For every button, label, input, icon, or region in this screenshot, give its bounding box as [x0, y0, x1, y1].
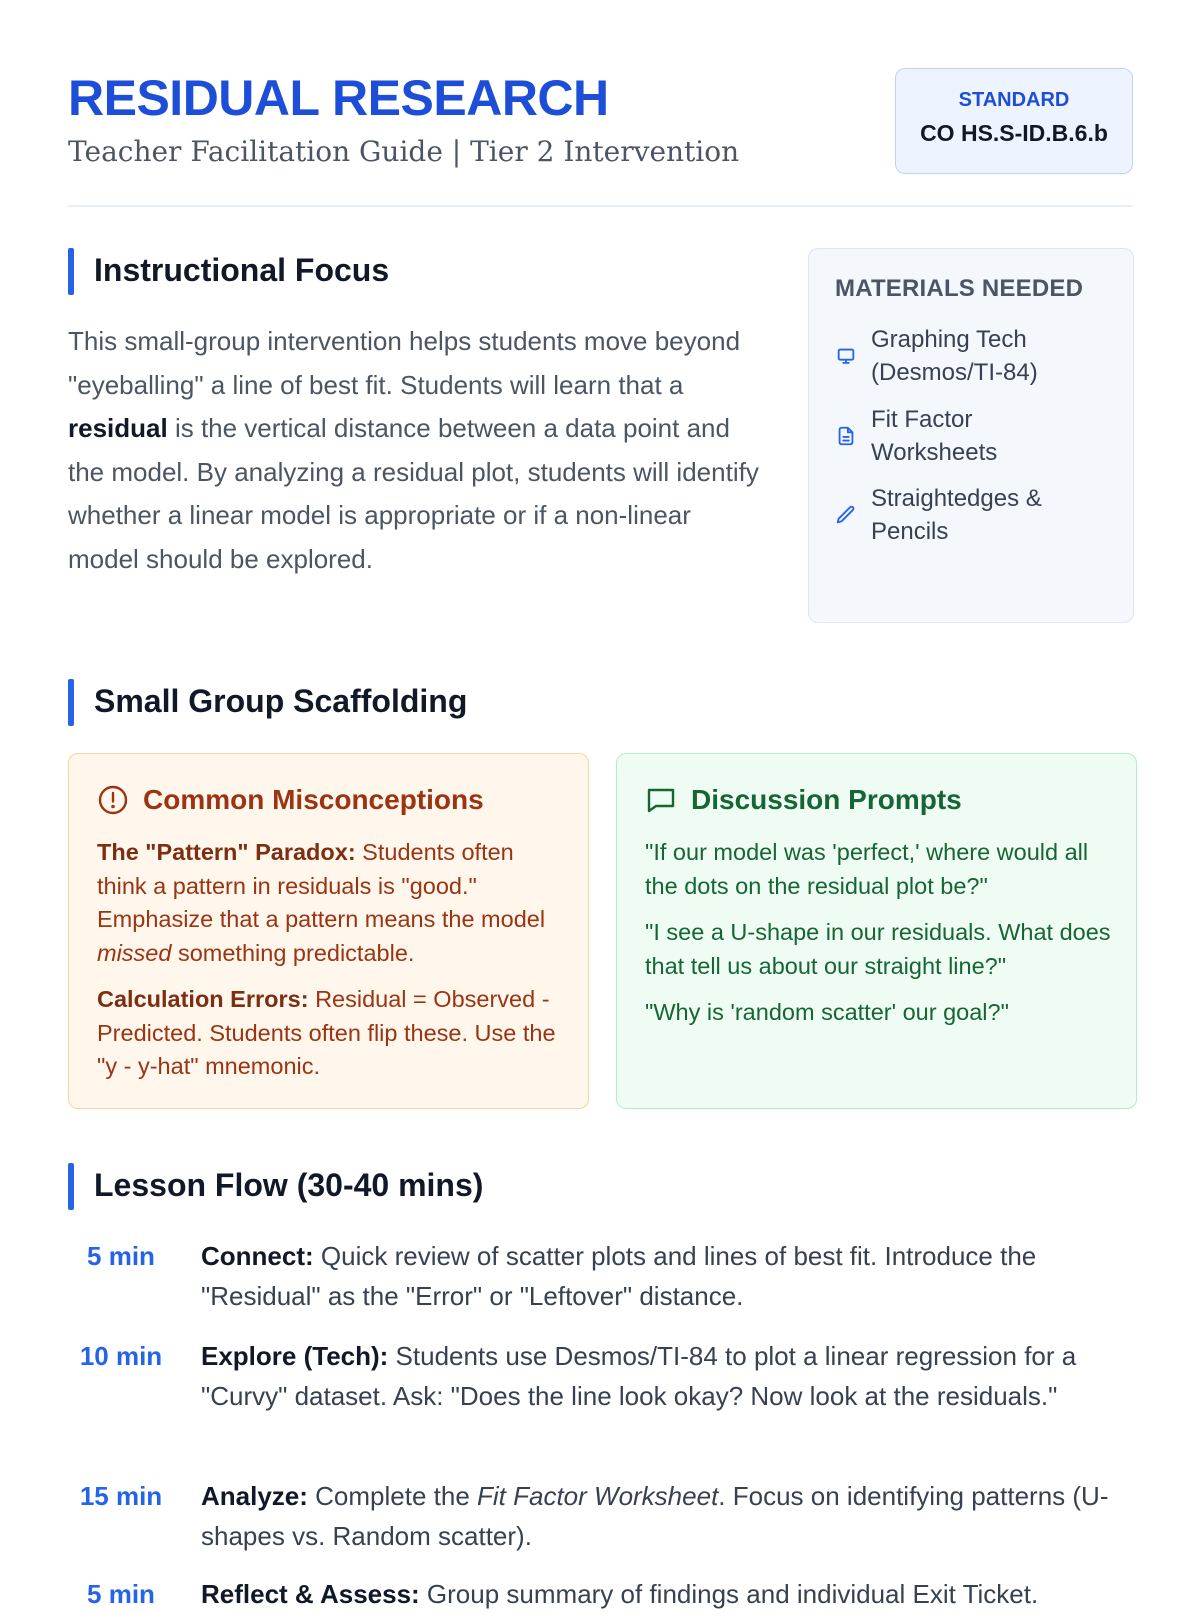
misconception-item — [97, 983, 567, 1084]
alert-circle-icon — [97, 784, 129, 816]
material-label: Graphing Tech (Desmos/TI-84) — [871, 326, 1038, 386]
misconception-emphasis: missed — [97, 939, 172, 966]
prompt-item: "Why is 'random scatter' our goal?" — [645, 999, 1009, 1025]
flow-step-title: Connect: — [201, 1241, 314, 1271]
material-label: Straightedges & Pencils — [871, 485, 1042, 545]
heading-accent-bar — [68, 1163, 74, 1210]
heading-text: Lesson Flow (30-40 mins) — [94, 1167, 484, 1203]
flow-time: 5 min — [87, 1241, 155, 1271]
heading-text: Instructional Focus — [94, 252, 390, 288]
focus-text-part: is the vertical distance between a data point and the model. By analyzing a residual plot, students will identify whether a linear model is appropriate or if a non-linear model should be explored. — [68, 413, 759, 574]
document-icon — [835, 425, 857, 447]
material-item — [835, 482, 1071, 548]
focus-paragraph — [68, 320, 768, 581]
material-item — [835, 323, 1061, 389]
focus-text-part: This small-group intervention helps students move beyond "eyeballing" a line of best fit. Students will learn that a — [68, 326, 741, 400]
standard-label: STANDARD — [958, 89, 1070, 111]
flow-description — [201, 1336, 1136, 1416]
flow-step-text: Students use Desmos/TI-84 to plot a linear regression for a "Curvy" dataset. Ask: "Does the line look okay? Now look at the residuals." — [201, 1341, 1077, 1411]
card-header — [97, 784, 484, 816]
flow-description — [201, 1476, 1136, 1556]
misconception-text: Residual = Observed - Predicted. Students often flip these. Use the "y - y-hat" mnemonic. — [97, 986, 556, 1079]
flow-description — [201, 1236, 1136, 1316]
card-body — [645, 836, 1115, 1043]
flow-step-title: Reflect & Assess: — [201, 1579, 420, 1609]
misconceptions-card — [68, 753, 589, 1109]
flow-step-emphasis: Fit Factor Worksheet — [477, 1481, 719, 1511]
pencil-icon — [835, 504, 857, 526]
misconception-title: Calculation Errors: — [97, 986, 309, 1012]
flow-time: 15 min — [79, 1481, 163, 1511]
card-body — [97, 836, 567, 1097]
section-heading-focus — [68, 248, 768, 295]
materials-panel — [808, 248, 1134, 623]
heading-text: Small Group Scaffolding — [94, 683, 468, 719]
heading-accent-bar — [68, 679, 74, 726]
flow-step-text: Quick review of scatter plots and lines of best fit. Introduce the "Residual" as the "Error" or "Leftover" distance. — [201, 1241, 1037, 1311]
misconception-item — [97, 836, 567, 970]
flow-step-title: Explore (Tech): — [201, 1341, 389, 1371]
flow-step-text: Group summary of findings and individual Exit Ticket. — [419, 1579, 1039, 1609]
card-title: Discussion Prompts — [691, 784, 962, 815]
flow-description — [201, 1574, 1136, 1614]
monitor-icon — [835, 345, 857, 367]
prompt-item: "If our model was 'perfect,' where would all the dots on the residual plot be?" — [645, 839, 1089, 899]
flow-time: 5 min — [87, 1579, 155, 1609]
card-title: Common Misconceptions — [143, 784, 484, 815]
heading-accent-bar — [68, 248, 74, 295]
page-header — [68, 66, 1133, 206]
section-heading-scaffolding — [68, 679, 768, 726]
chat-bubble-icon — [645, 784, 677, 816]
page-title: RESIDUAL RESEARCH — [68, 70, 609, 126]
misconception-title: The "Pattern" Paradox: — [97, 839, 356, 865]
header-divider — [68, 205, 1133, 207]
misconception-text: Students often think a pattern in residuals is "good." Emphasize that a pattern means the model — [97, 839, 546, 932]
flow-step-text: . Focus on identifying patterns (U-shapes vs. Random scatter). — [201, 1481, 1109, 1551]
standard-value: CO HS.S-ID.B.6.b — [920, 120, 1108, 146]
materials-title: MATERIALS NEEDED — [835, 275, 1084, 302]
material-item — [835, 403, 1021, 469]
focus-keyword: residual — [68, 413, 168, 443]
section-heading-flow — [68, 1163, 768, 1210]
material-label: Fit Factor Worksheets — [871, 406, 998, 466]
discussion-prompts-card — [616, 753, 1137, 1109]
standard-badge — [895, 68, 1133, 174]
misconception-text: something predictable. — [171, 939, 415, 966]
flow-step-title: Analyze: — [201, 1481, 308, 1511]
page-subtitle: Teacher Facilitation Guide | Tier 2 Intervention — [68, 135, 740, 168]
flow-step-text: Complete the — [307, 1481, 478, 1511]
card-header — [645, 784, 962, 816]
flow-time: 10 min — [79, 1341, 163, 1371]
prompt-item: "I see a U-shape in our residuals. What does that tell us about our straight line?" — [645, 919, 1111, 979]
